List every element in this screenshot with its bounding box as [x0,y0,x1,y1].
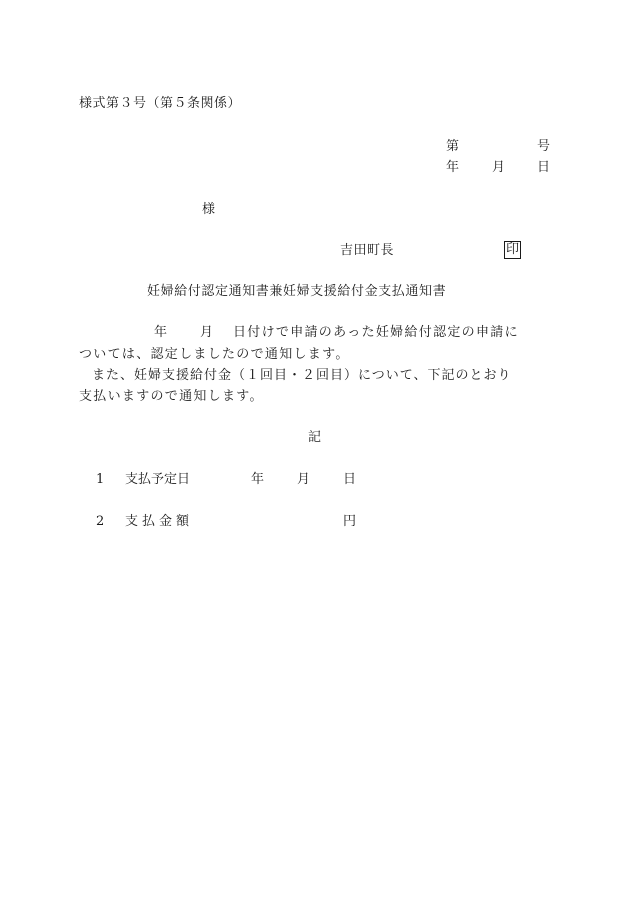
item2-yen-unit: 円 [343,514,357,529]
item1-number: 1 [96,472,105,487]
paragraph1-year: 年 [154,325,168,340]
issuer-name: 吉田町長 [340,243,395,258]
date-month-label: 月 [492,160,506,175]
form-label: 様式第３号（第５条関係） [79,96,242,111]
paragraph1-rest: 日付けで申請のあった妊婦給付認定の申請に [233,325,519,340]
item1-label: 支払予定日 [125,472,191,487]
paragraph1-month: 月 [200,325,214,340]
item1-day-label: 日 [343,472,357,487]
seal-stamp-box: 印 [506,242,520,257]
doc-number-prefix: 第 [446,139,460,154]
paragraph2-line1-text: また、妊婦支援給付金（１回目・２回目）について、下記のとおり [92,368,512,383]
item2-label: 支払金額 [125,514,194,529]
paragraph1-line2: ついては、認定しましたので通知します。 [79,347,350,362]
date-year-label: 年 [446,160,460,175]
paragraph2-line2: 支払いますので通知します。 [79,389,264,404]
item2-number: 2 [96,514,105,529]
item1-year-label: 年 [251,472,265,487]
ki-heading: 記 [308,430,322,445]
date-day-label: 日 [537,160,551,175]
addressee-honorific: 様 [202,202,216,217]
item1-month-label: 月 [297,472,311,487]
document-title: 妊婦給付認定通知書兼妊婦支援給付金支払通知書 [147,284,447,299]
doc-number-suffix: 号 [537,139,551,154]
